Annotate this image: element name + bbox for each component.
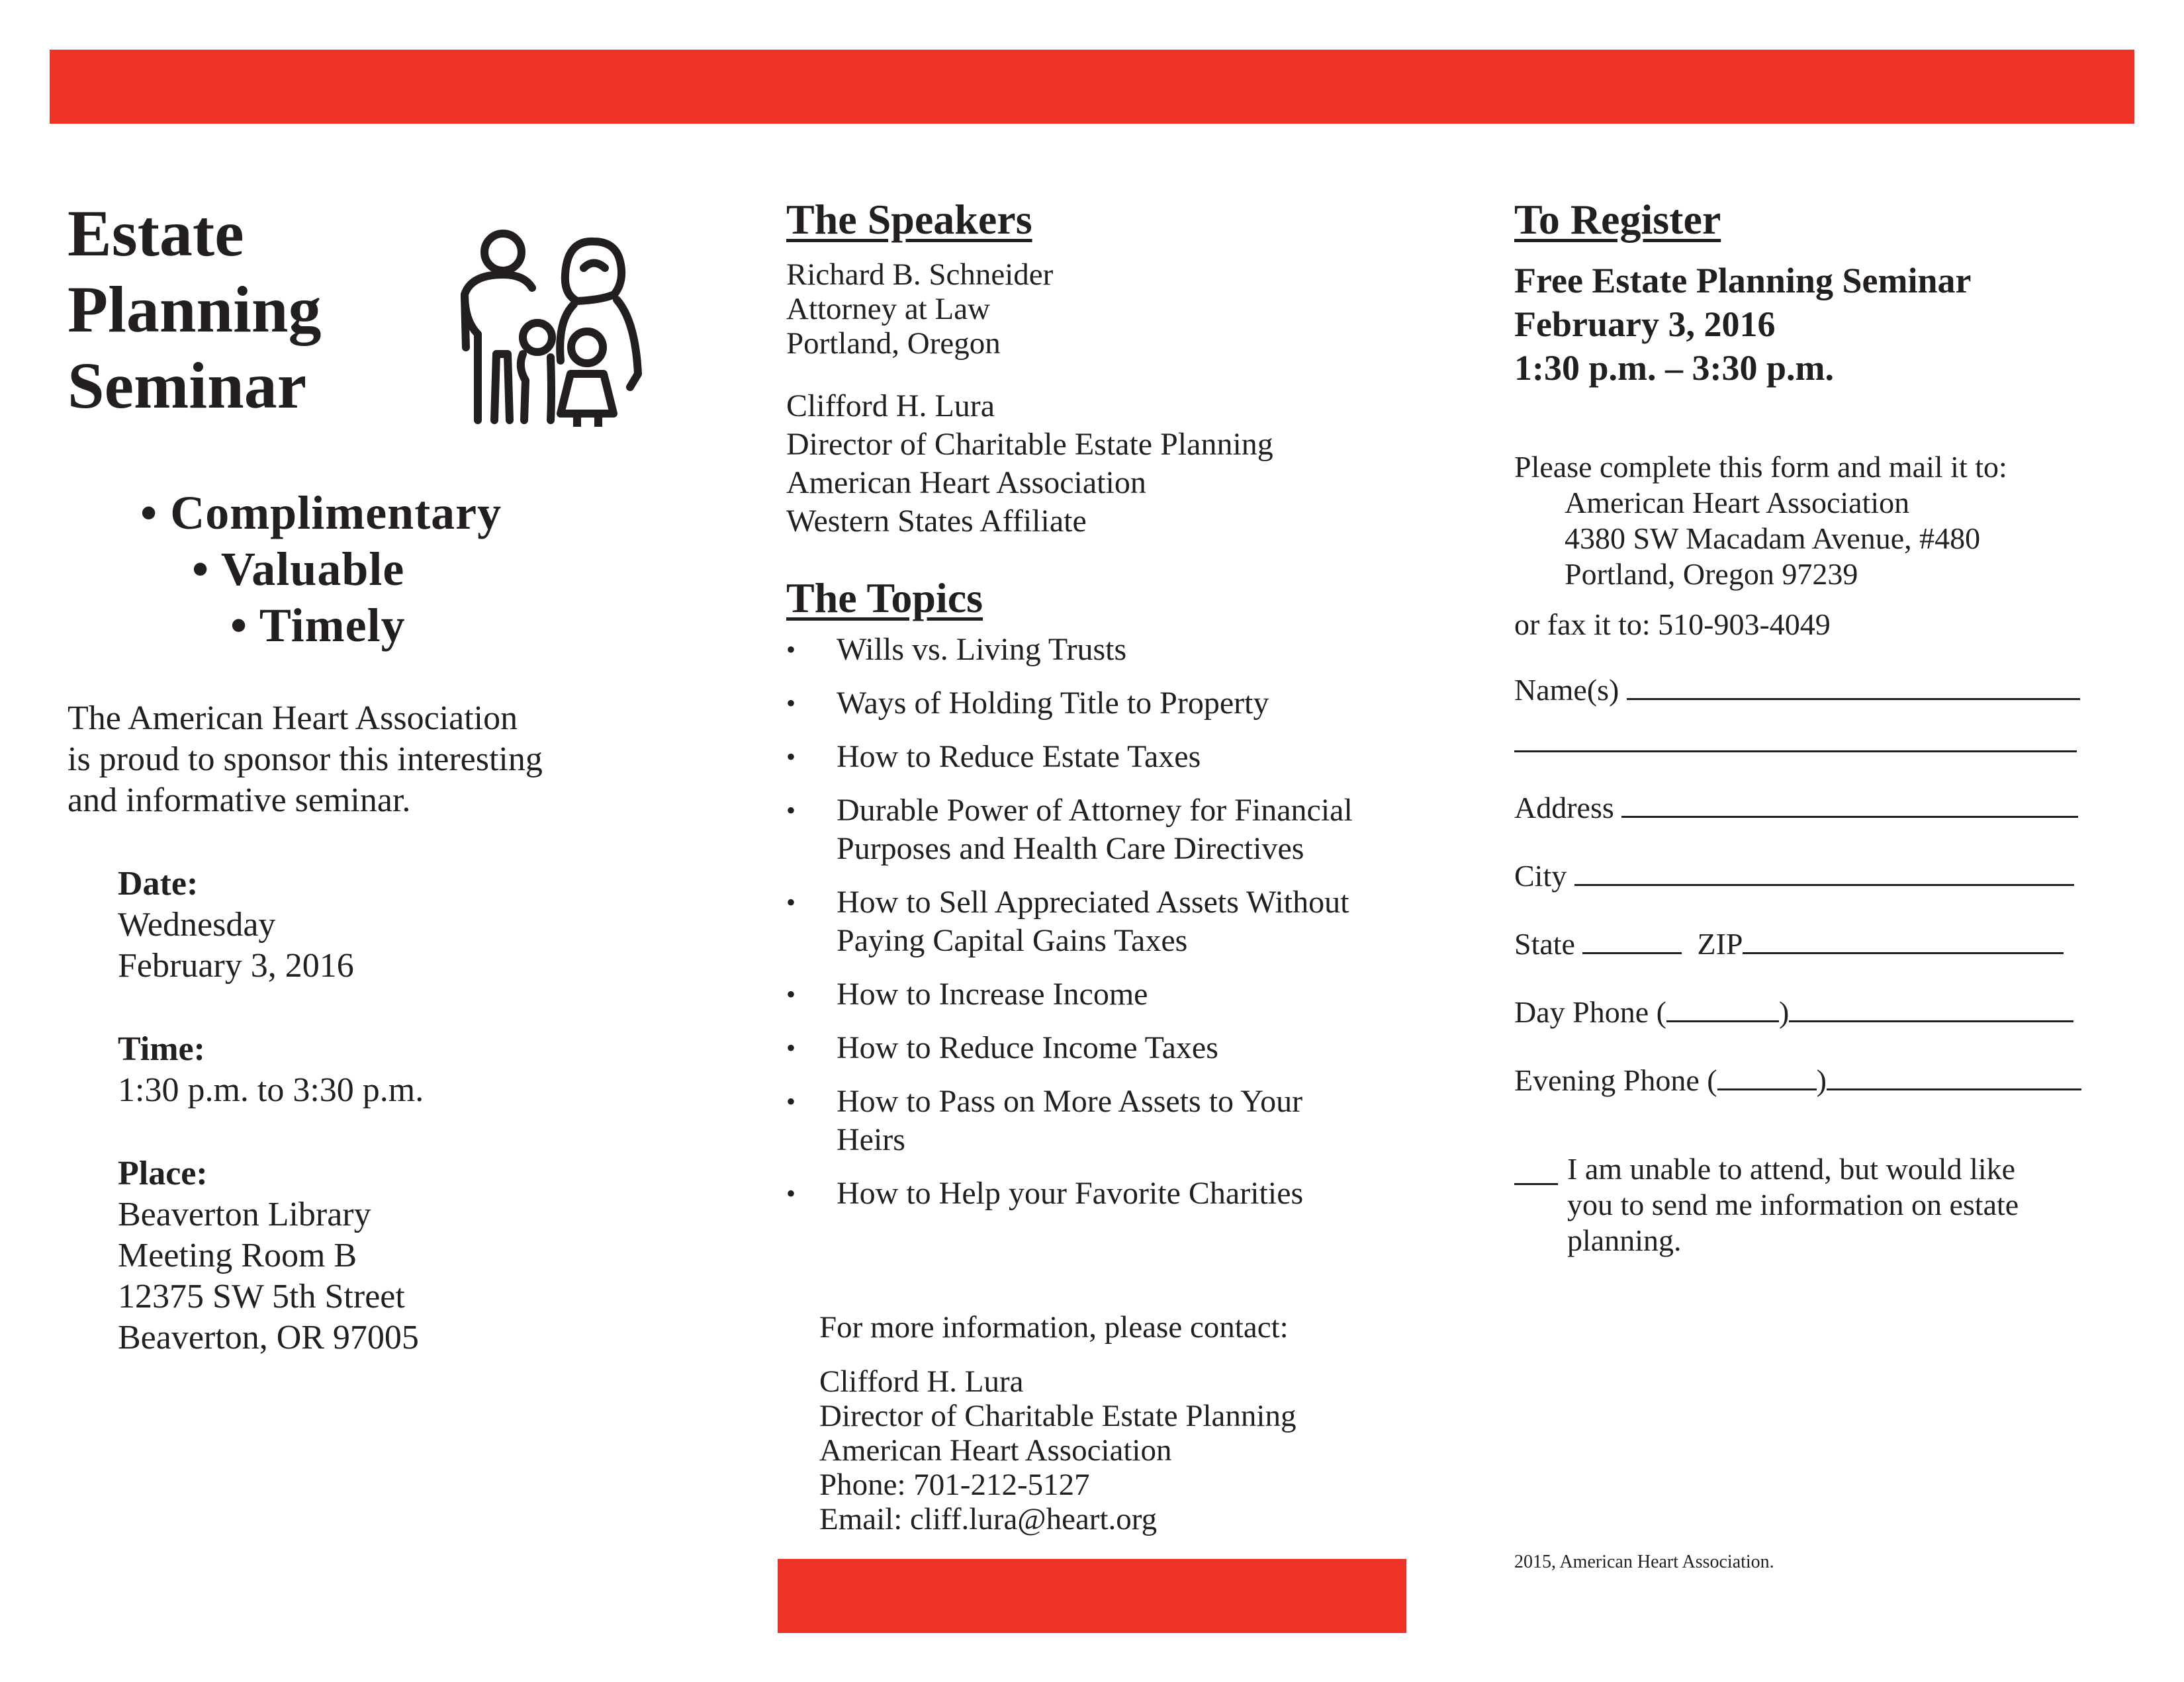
list-item: • Durable Power of Attorney for Financial Purposes and Health Care Directives xyxy=(786,791,1448,868)
list-item: • How to Sell Appreciated Assets Without Paying Capital Gains Taxes xyxy=(786,883,1448,960)
speaker-2 xyxy=(786,387,1448,541)
unable-to-attend-row xyxy=(1514,1151,2150,1259)
city-row xyxy=(1514,855,2150,894)
contact-email: Email: cliff.lura@heart.org xyxy=(819,1502,1158,1536)
day-phone-label: Day Phone ( xyxy=(1514,995,1666,1029)
names-row-2 xyxy=(1514,721,2150,760)
contact-intro: For more information, please contact: xyxy=(819,1310,1289,1345)
mail-address-line: Portland, Oregon 97239 xyxy=(1565,557,1858,591)
speakers-heading: The Speakers xyxy=(786,196,1032,243)
speaker-line: Portland, Oregon xyxy=(786,326,1001,361)
list-item: • Wills vs. Living Trusts xyxy=(786,631,1448,669)
day-phone-field[interactable] xyxy=(1789,991,2073,1022)
state-zip-row xyxy=(1514,923,2150,962)
intro-line: The American Heart Association xyxy=(68,699,518,737)
list-item: • How to Pass on More Assets to Your Heirs xyxy=(786,1083,1448,1159)
place-line: Beaverton Library xyxy=(118,1196,371,1233)
intro-line: is proud to sponsor this interesting xyxy=(68,740,543,778)
list-item: • How to Reduce Estate Taxes xyxy=(786,738,1448,776)
unable-line: planning. xyxy=(1567,1223,1682,1257)
place-line: Meeting Room B xyxy=(118,1237,357,1274)
paren-close: ) xyxy=(1778,995,1790,1029)
middle-panel xyxy=(786,195,1448,1536)
registration-form xyxy=(1514,669,2150,1259)
day-phone-area-field[interactable] xyxy=(1666,991,1779,1022)
speaker-line: Western States Affiliate xyxy=(786,504,1087,539)
date-line: Wednesday xyxy=(118,906,276,944)
title-line-2: Planning xyxy=(68,273,322,346)
topics-list xyxy=(786,631,1448,1213)
mail-instructions xyxy=(1514,449,2150,642)
list-item: • Ways of Holding Title to Property xyxy=(786,684,1448,723)
speaker-line: American Heart Association xyxy=(786,465,1146,500)
time-label: Time: xyxy=(118,1030,205,1068)
place-block xyxy=(118,1153,419,1358)
intro-text xyxy=(68,698,650,821)
state-label: State xyxy=(1514,927,1575,961)
tagline-timely: • Timely xyxy=(230,599,406,652)
family-icon xyxy=(451,222,650,427)
date-block xyxy=(118,863,354,987)
mail-intro: Please complete this form and mail it to: xyxy=(1514,450,2007,484)
list-item: • How to Increase Income xyxy=(786,975,1448,1014)
tagline-complimentary: • Complimentary xyxy=(140,486,502,539)
date-label: Date: xyxy=(118,865,199,903)
right-panel xyxy=(1514,195,2150,1259)
speaker-line: Attorney at Law xyxy=(786,292,991,326)
contact-phone: Phone: 701-212-5127 xyxy=(819,1468,1090,1502)
names-field[interactable] xyxy=(1627,669,2080,700)
speaker-line: Richard B. Schneider xyxy=(786,257,1054,292)
place-label: Place: xyxy=(118,1155,208,1192)
evening-phone-row xyxy=(1514,1059,2150,1098)
list-item: • How to Help your Favorite Charities xyxy=(786,1174,1448,1213)
page-title xyxy=(68,195,438,423)
evening-phone-area-field[interactable] xyxy=(1717,1059,1817,1090)
mail-address-line: American Heart Association xyxy=(1565,486,1910,519)
register-heading: To Register xyxy=(1514,196,1721,243)
names-label: Name(s) xyxy=(1514,673,1619,707)
unable-line: you to send me information on estate xyxy=(1567,1188,2019,1221)
time-value: 1:30 p.m. to 3:30 p.m. xyxy=(118,1071,424,1109)
mail-address-line: 4380 SW Macadam Avenue, #480 xyxy=(1565,521,1981,555)
city-field[interactable] xyxy=(1574,855,2074,886)
paren-close: ) xyxy=(1816,1063,1827,1097)
address-label: Address xyxy=(1514,791,1614,824)
intro-line: and informative seminar. xyxy=(68,781,411,819)
bottom-red-bar xyxy=(778,1559,1406,1633)
contact-line: American Heart Association xyxy=(819,1433,1172,1468)
event-line: Free Estate Planning Seminar xyxy=(1514,261,1972,300)
time-block xyxy=(118,1029,424,1111)
speaker-line: Director of Charitable Estate Planning xyxy=(786,427,1273,462)
speaker-1 xyxy=(786,257,1448,361)
evening-phone-field[interactable] xyxy=(1827,1059,2081,1090)
title-line-1: Estate xyxy=(68,197,244,270)
contact-line: Clifford H. Lura xyxy=(819,1364,1024,1399)
topics-heading: The Topics xyxy=(786,574,983,621)
event-line: 1:30 p.m. – 3:30 p.m. xyxy=(1514,348,1834,388)
day-phone-row xyxy=(1514,991,2150,1030)
unable-checkbox-blank[interactable] xyxy=(1514,1154,1558,1185)
contact-block xyxy=(819,1310,1415,1536)
copyright-notice: 2015, American Heart Association. xyxy=(1514,1552,1774,1572)
zip-field[interactable] xyxy=(1743,923,2064,954)
event-line: February 3, 2016 xyxy=(1514,304,1776,344)
date-line: February 3, 2016 xyxy=(118,947,354,985)
top-red-bar xyxy=(50,50,2134,124)
names-field-2[interactable] xyxy=(1514,721,2077,752)
title-line-3: Seminar xyxy=(68,349,307,422)
unable-line: I am unable to attend, but would like xyxy=(1567,1152,2016,1186)
city-label: City xyxy=(1514,859,1567,893)
tagline-valuable: • Valuable xyxy=(192,543,405,596)
event-summary xyxy=(1514,259,2150,390)
list-item: • How to Reduce Income Taxes xyxy=(786,1029,1448,1067)
speaker-line: Clifford H. Lura xyxy=(786,388,995,423)
place-line: 12375 SW 5th Street xyxy=(118,1278,405,1315)
address-row xyxy=(1514,787,2150,826)
place-line: Beaverton, OR 97005 xyxy=(118,1319,419,1356)
contact-line: Director of Charitable Estate Planning xyxy=(819,1399,1297,1433)
evening-phone-label: Evening Phone ( xyxy=(1514,1063,1717,1097)
address-field[interactable] xyxy=(1621,787,2078,818)
names-row xyxy=(1514,669,2150,708)
state-field[interactable] xyxy=(1582,923,1682,954)
fax-line: or fax it to: 510-903-4049 xyxy=(1514,607,1831,641)
zip-label: ZIP xyxy=(1697,927,1743,961)
